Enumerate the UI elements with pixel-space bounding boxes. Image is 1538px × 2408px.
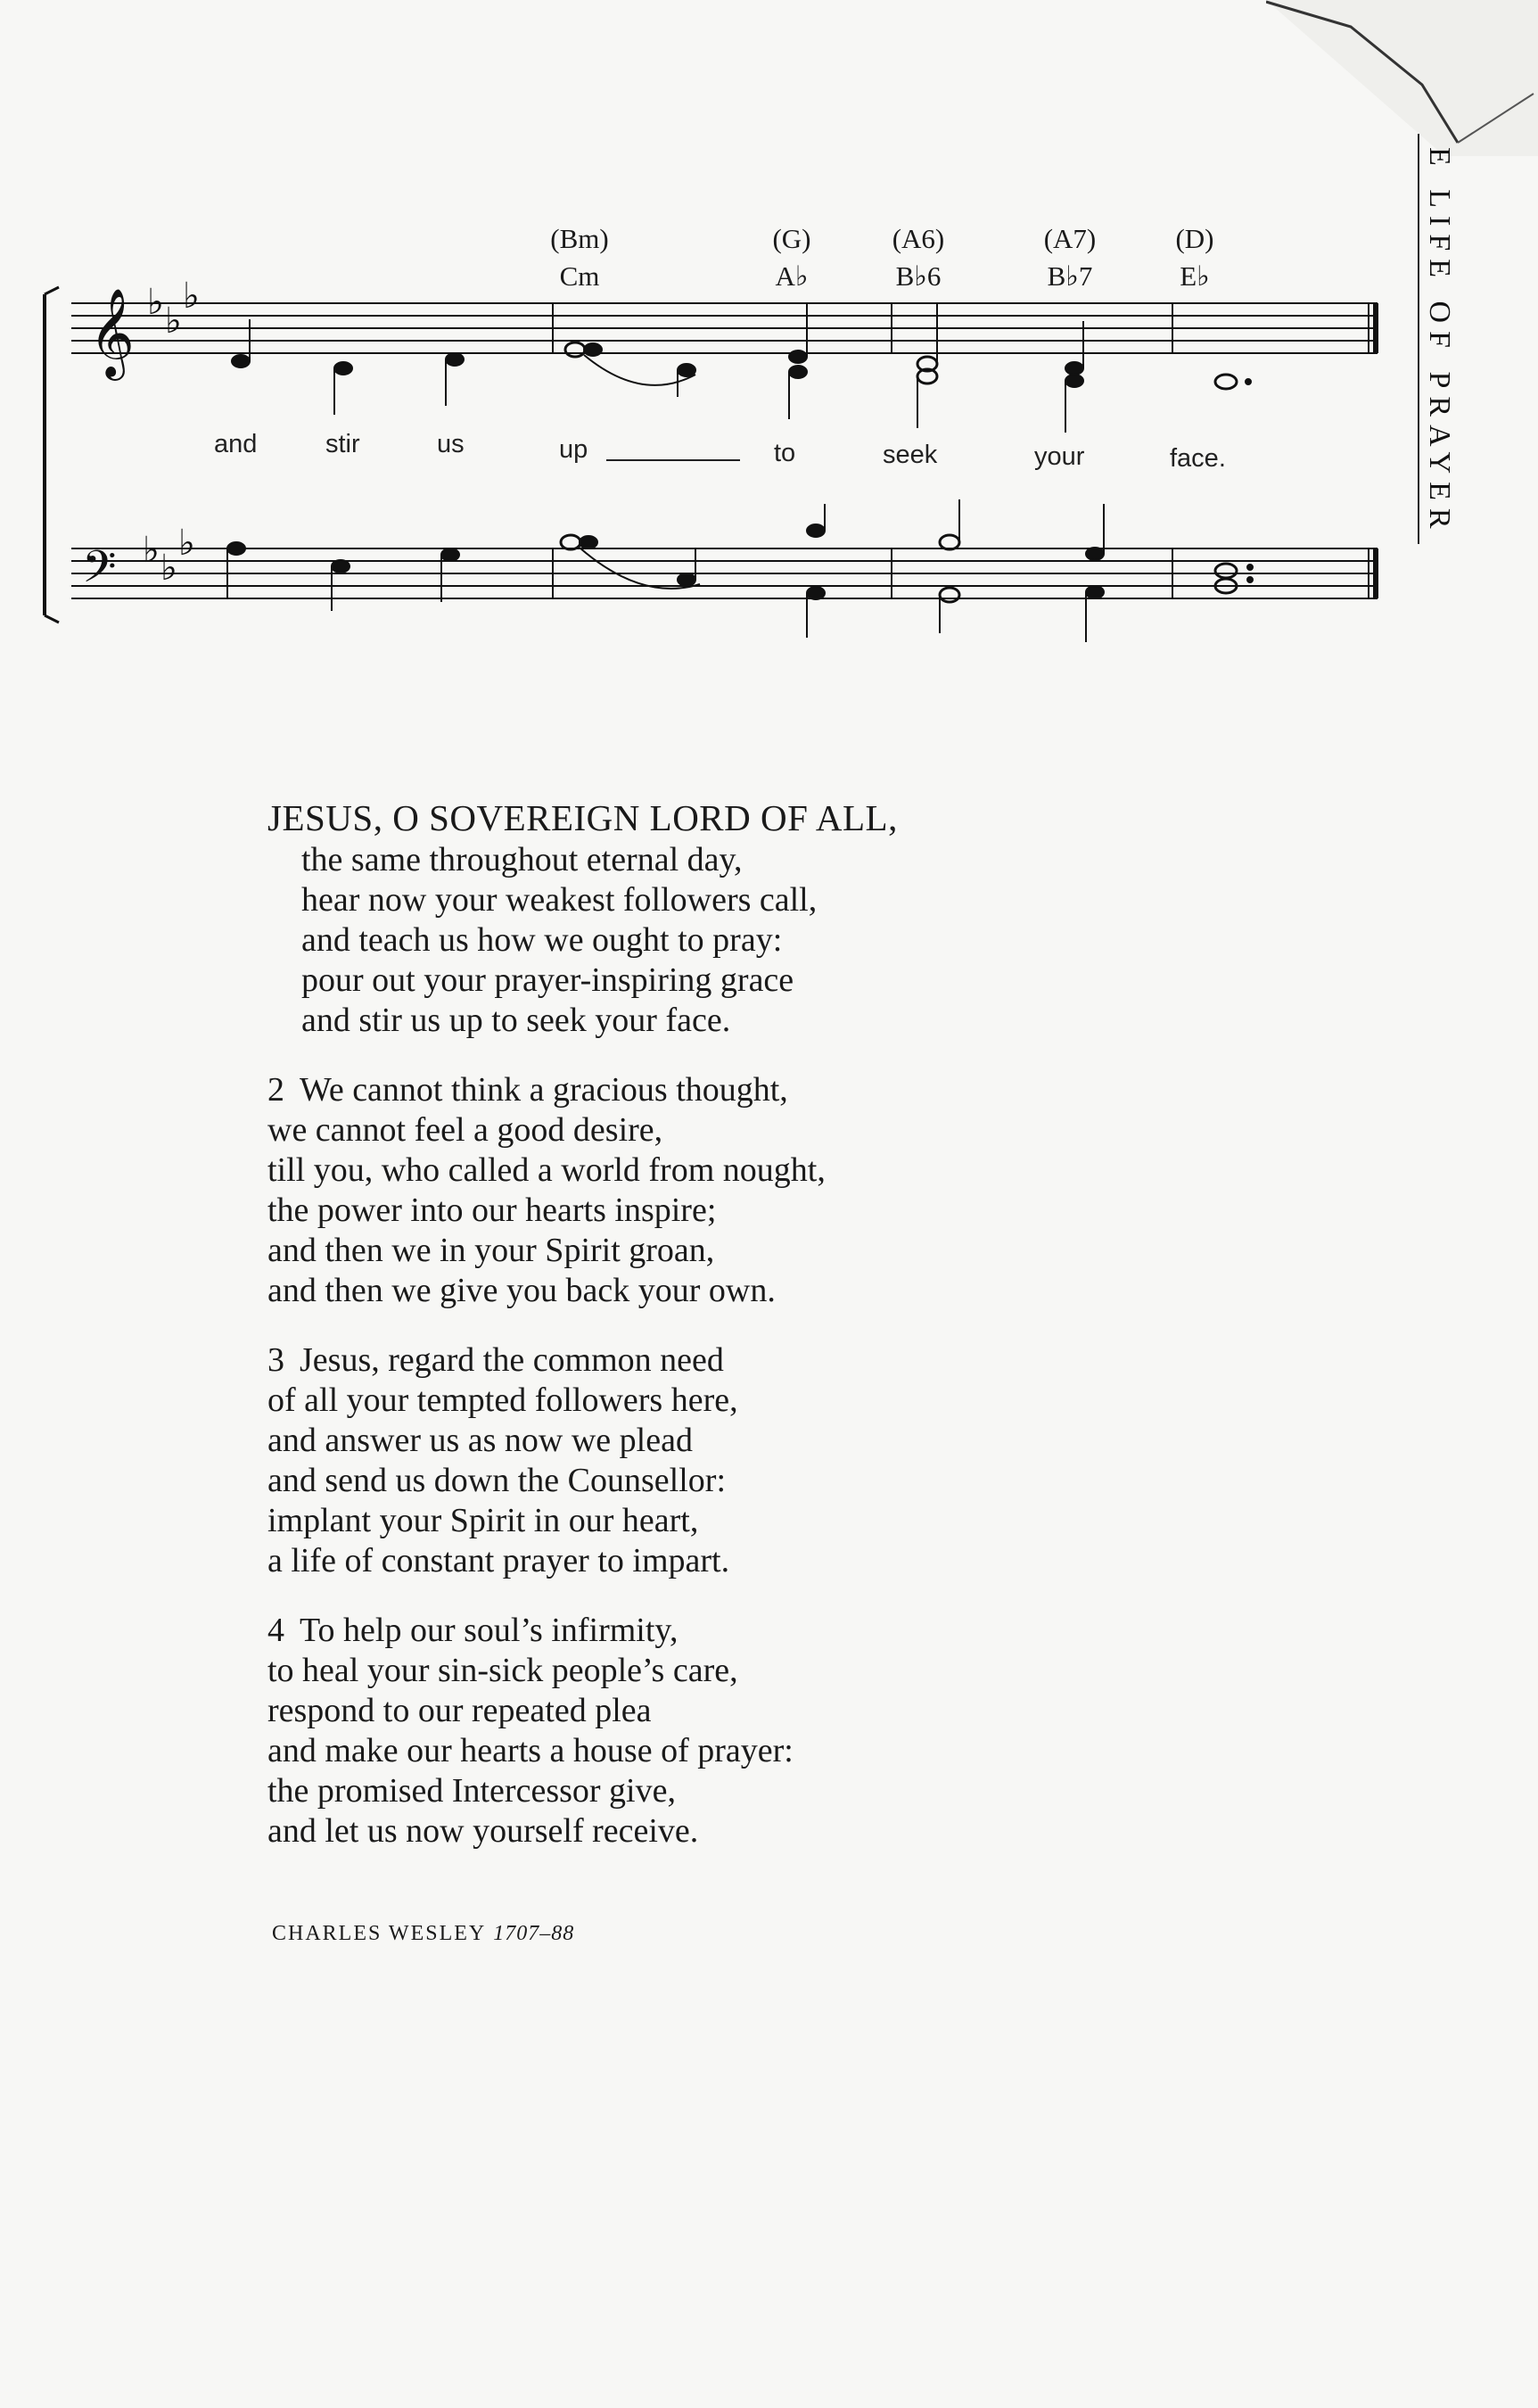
hymn-line: we cannot feel a good desire,	[267, 1111, 663, 1149]
lyric-syllable: and	[214, 430, 258, 458]
stanza-1	[267, 798, 1070, 1041]
hymn-line: the same throughout eternal day,	[301, 841, 743, 878]
svg-text:♭: ♭	[165, 301, 182, 342]
page-fold-corner	[1266, 0, 1538, 156]
lyric-syllable: stir	[325, 430, 360, 458]
chord-alt: (D)	[1175, 223, 1214, 254]
hymn-line: implant your Spirit in our heart,	[267, 1502, 699, 1539]
verse-number: 4	[267, 1612, 284, 1649]
section-tab-label: E LIFE OF PRAYER	[1423, 147, 1456, 537]
chord-main: B♭6	[895, 260, 942, 292]
chord-alt: (A6)	[892, 223, 945, 254]
hymn-line: to heal your sin-sick people’s care,	[267, 1652, 738, 1689]
hymn-line-text: We cannot think a gracious thought,	[300, 1071, 788, 1109]
hymn-line: hear now your weakest followers call,	[301, 881, 818, 919]
first-line	[267, 798, 1070, 840]
hymn-line: and make our hearts a house of prayer:	[267, 1732, 794, 1769]
svg-text:♭: ♭	[178, 523, 195, 564]
first-line-text: JESUS, O SOVEREIGN LORD OF ALL,	[267, 797, 898, 838]
stanza-3	[267, 1340, 1070, 1581]
verse-number: 2	[267, 1071, 284, 1109]
chord-alt: (Bm)	[550, 223, 609, 254]
hymn-line: and stir us up to seek your face.	[301, 1002, 731, 1039]
music-score	[36, 205, 1400, 669]
svg-text:𝄢: 𝄢	[82, 541, 117, 604]
author-credit	[272, 1922, 574, 1946]
chord-main: A♭	[775, 260, 809, 292]
svg-text:𝄞: 𝄞	[89, 288, 135, 377]
hymn-line: of all your tempted followers here,	[267, 1381, 738, 1419]
author-name: CHARLES WESLEY	[272, 1922, 487, 1945]
hymn-line: the power into our hearts inspire;	[267, 1192, 717, 1229]
hymn-line	[267, 1611, 1070, 1651]
hymn-line: and let us now yourself receive.	[267, 1812, 699, 1850]
lyric-extender	[606, 459, 740, 461]
stanza-2	[267, 1070, 1070, 1311]
stanza-4	[267, 1611, 1070, 1851]
svg-text:♭: ♭	[147, 282, 164, 323]
lyric-syllable: us	[437, 430, 465, 458]
hymn-line: and teach us how we ought to pray:	[301, 921, 783, 959]
hymn-line: respond to our repeated plea	[267, 1692, 652, 1729]
hymn-line: and then we in your Spirit groan,	[267, 1232, 715, 1269]
hymn-line	[267, 1340, 1070, 1381]
svg-text:♭: ♭	[160, 548, 177, 589]
lyric-syllable: your	[1034, 442, 1085, 471]
hymn-line: the promised Intercessor give,	[267, 1772, 676, 1810]
chord-main: B♭7	[1047, 260, 1093, 292]
hymn-line-text: Jesus, regard the common need	[300, 1341, 724, 1379]
hymn-line: and send us down the Counsellor:	[267, 1462, 727, 1499]
hymn-line: and then we give you back your own.	[267, 1272, 776, 1309]
chord-alt: (G)	[772, 223, 811, 254]
svg-text:♭: ♭	[183, 276, 200, 317]
chord-main: E♭	[1180, 260, 1210, 292]
lyric-syllable: to	[774, 439, 796, 467]
hymn-line-text: To help our soul’s infirmity,	[300, 1612, 679, 1649]
svg-text:♭: ♭	[143, 530, 160, 571]
hymn-line	[267, 1070, 1070, 1110]
hymn-line: pour out your prayer-inspiring grace	[301, 961, 794, 999]
lyric-syllable: up	[559, 435, 588, 464]
chord-alt: (A7)	[1043, 223, 1097, 254]
hymn-text	[267, 798, 1070, 1881]
verse-number: 3	[267, 1341, 284, 1379]
author-dates: 1707–88	[493, 1922, 575, 1945]
hymn-line: till you, who called a world from nought,	[267, 1151, 826, 1189]
lyric-syllable: face.	[1170, 444, 1226, 473]
chord-main: Cm	[559, 260, 600, 292]
lyric-syllable: seek	[883, 441, 938, 469]
hymn-line: and answer us as now we plead	[267, 1422, 693, 1459]
hymn-line: a life of constant prayer to impart.	[267, 1542, 730, 1579]
